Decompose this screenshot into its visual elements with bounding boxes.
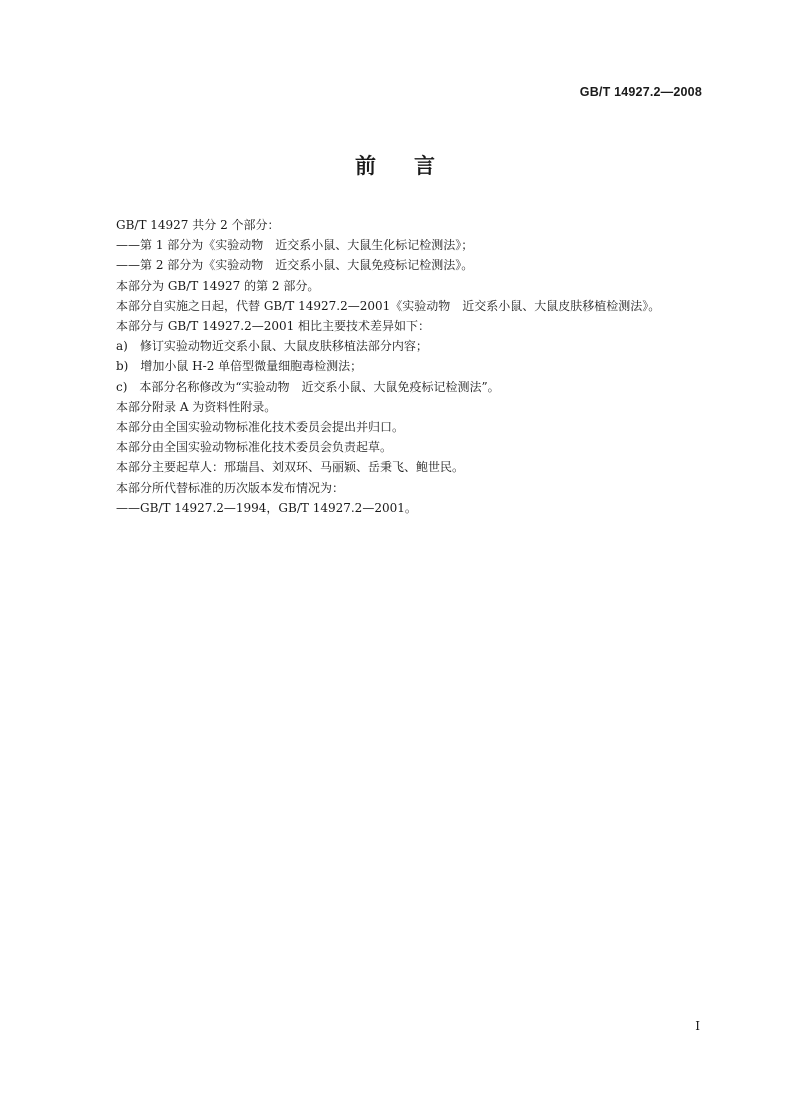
- paragraph-part-2: ——第 2 部分为《实验动物 近交系小鼠、大鼠免疫标记检测法》。: [116, 258, 474, 273]
- list-item-c: c) 本部分名称修改为“实验动物 近交系小鼠、大鼠免疫标记检测法”。: [116, 379, 500, 394]
- paragraph-history-intro: 本部分所代替标准的历次版本发布情况为：: [116, 480, 345, 495]
- paragraph-parts-count: GB/T 14927 共分 2 个部分：: [116, 218, 280, 232]
- paragraph-replaces: 本部分自实施之日起，代替 GB/T 14927.2—2001《实验动物 近交系小鼠、大鼠皮肤移植检测法》。: [116, 298, 661, 313]
- title-char-1: 前: [355, 154, 378, 178]
- standard-code: GB/T 14927.2—2008: [579, 85, 702, 99]
- paragraph-part-1: ——第 1 部分为《实验动物 近交系小鼠、大鼠生化标记检测法》；: [116, 238, 474, 253]
- paragraph-proposed-by: 本部分由全国实验动物标准化技术委员会提出并归口。: [116, 420, 405, 435]
- page-title: [0, 150, 792, 180]
- paragraph-annex: 本部分附录 A 为资料性附录。: [116, 399, 277, 414]
- page-number: I: [695, 1019, 700, 1033]
- list-item-b: b) 增加小鼠 H-2 单倍型微量细胞毒检测法；: [116, 359, 363, 374]
- title-char-2: 言: [414, 154, 437, 178]
- foreword-body: [90, 215, 702, 518]
- paragraph-this-part: 本部分为 GB/T 14927 的第 2 部分。: [116, 278, 320, 293]
- paragraph-differences: 本部分与 GB/T 14927.2—2001 相比主要技术差异如下：: [116, 319, 431, 334]
- paragraph-drafted-by: 本部分由全国实验动物标准化技术委员会负责起草。: [116, 440, 393, 455]
- paragraph-history: ——GB/T 14927.2—1994，GB/T 14927.2—2001。: [116, 500, 417, 515]
- list-item-a: a) 修订实验动物近交系小鼠、大鼠皮肤移植法部分内容；: [116, 339, 428, 354]
- paragraph-drafters: 本部分主要起草人：邢瑞昌、刘双环、马丽颖、岳秉飞、鲍世民。: [116, 460, 465, 475]
